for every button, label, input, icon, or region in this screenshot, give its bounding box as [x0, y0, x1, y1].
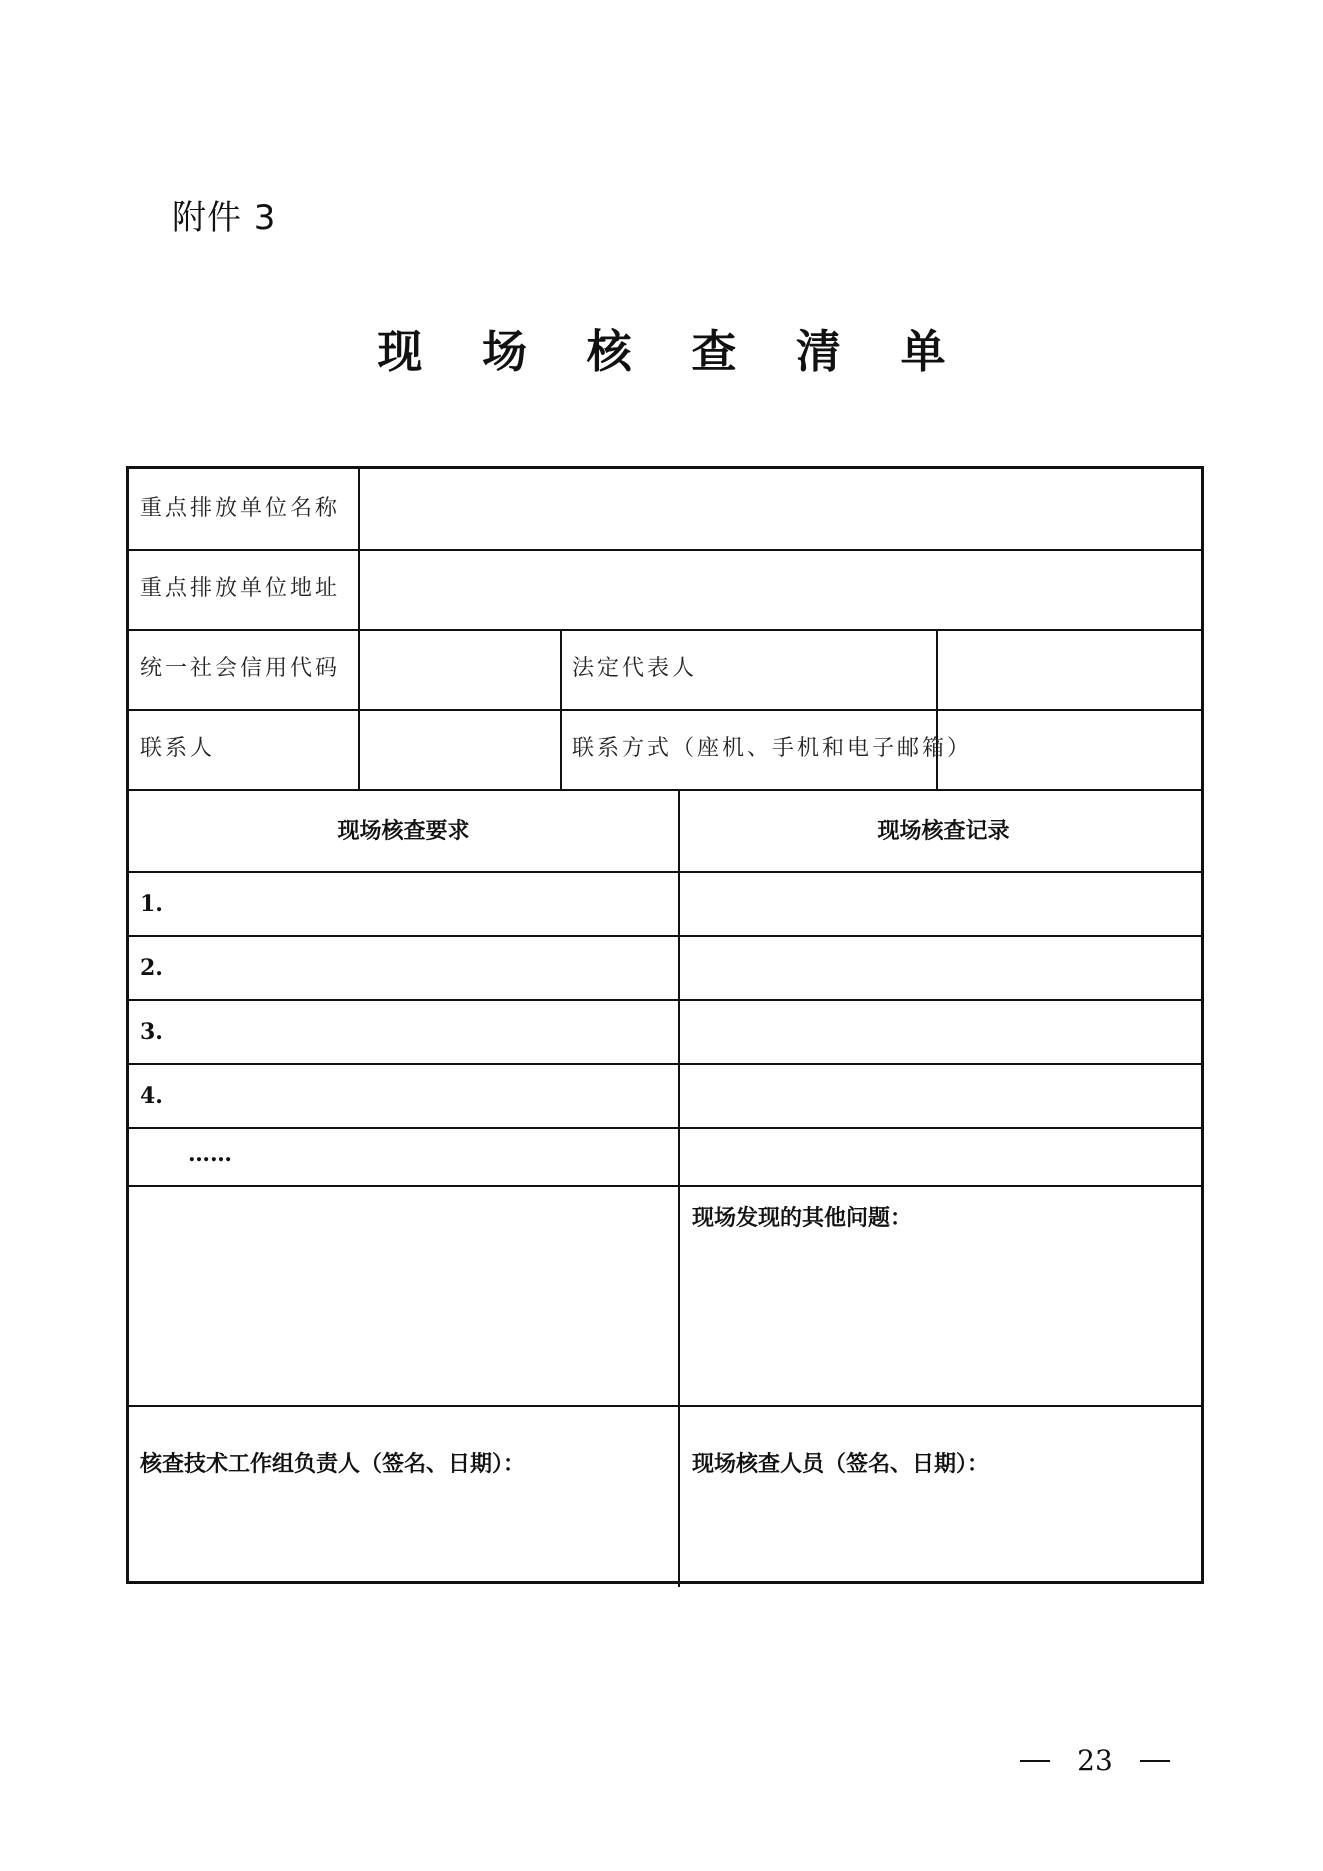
- row-divider: [129, 999, 1201, 1001]
- checklist-item: 2.: [140, 955, 163, 981]
- contact-label: 联系人: [140, 736, 216, 761]
- row-divider: [129, 709, 1201, 711]
- row-divider: [129, 629, 1201, 631]
- row-divider: [129, 871, 1201, 873]
- dash-right: [1140, 1760, 1170, 1762]
- legal-rep-label: 法定代表人: [572, 656, 698, 681]
- row-divider: [129, 1405, 1201, 1407]
- checklist-item-ellipsis: ……: [188, 1141, 232, 1167]
- col-divider: [678, 789, 680, 1587]
- col-divider: [936, 629, 938, 791]
- page-footer: [1020, 1744, 1170, 1777]
- credit-code-label: 统一社会信用代码: [140, 656, 341, 681]
- row-divider: [129, 1127, 1201, 1129]
- dash-left: [1020, 1760, 1050, 1762]
- checklist-item: 4.: [140, 1083, 163, 1109]
- col-divider: [358, 469, 360, 791]
- checklist-item: 1.: [140, 891, 163, 917]
- checklist-item: 3.: [140, 1019, 163, 1045]
- row-divider: [129, 1063, 1201, 1065]
- tech-lead-signature-label: 核查技术工作组负责人（签名、日期）：: [140, 1451, 526, 1477]
- unit-name-label: 重点排放单位名称: [140, 496, 341, 521]
- requirements-header: 现场核查要求: [337, 818, 470, 844]
- page-number: 23: [1077, 1744, 1113, 1777]
- inspector-signature-label: 现场核查人员（签名、日期）：: [692, 1451, 990, 1477]
- attachment-label: 附件 3: [172, 198, 277, 238]
- checklist-form: [126, 466, 1204, 1584]
- row-divider: [129, 549, 1201, 551]
- contact-method-label: 联系方式（座机、手机和电子邮箱）: [572, 736, 973, 761]
- row-divider: [129, 789, 1201, 791]
- row-divider: [129, 1185, 1201, 1187]
- row-divider: [129, 935, 1201, 937]
- other-issues-label: 现场发现的其他问题：: [692, 1205, 913, 1231]
- col-divider: [560, 629, 562, 791]
- page-title: 现 场 核 查 清 单: [377, 325, 968, 378]
- records-header: 现场核查记录: [877, 818, 1010, 844]
- unit-address-label: 重点排放单位地址: [140, 576, 341, 601]
